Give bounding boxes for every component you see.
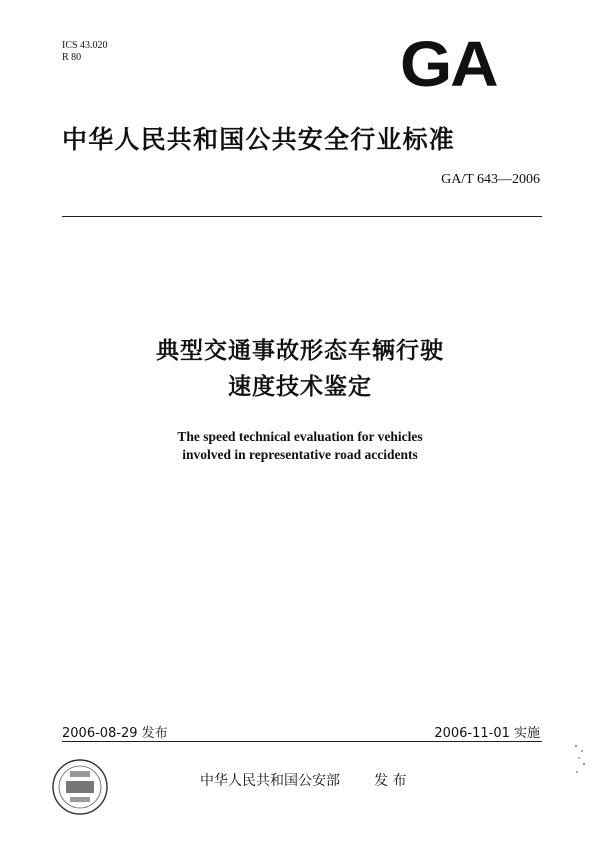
ics-code: ICS 43.020 [62,40,108,51]
ga-logo: GA [400,28,497,100]
publish-action: 发 布 [374,773,407,789]
implementation-date: 2006-11-01 实施 [434,726,540,741]
publisher-line [200,770,406,790]
official-stamp-icon [50,757,110,817]
title-cn-line1: 典型交通事故形态车辆行驶 [156,338,444,364]
issue-date: 2006-08-29 发布 [62,726,168,741]
standard-category-title: 中华人民共和国公共安全行业标准 [62,125,456,154]
footer-divider [62,741,542,742]
classification-codes [62,40,108,64]
title-cn-line2: 速度技术鉴定 [228,374,372,400]
ccs-code: R 80 [62,52,82,63]
title-en-line1: The speed technical evaluation for vehicles [177,429,423,444]
publisher-name: 中华人民共和国公安部 [200,773,340,789]
header-divider [62,216,542,217]
standard-number: GA/T 643—2006 [441,172,540,187]
title-en-line2: involved in representative road accidents [182,447,418,462]
scan-specks-icon [570,742,590,782]
